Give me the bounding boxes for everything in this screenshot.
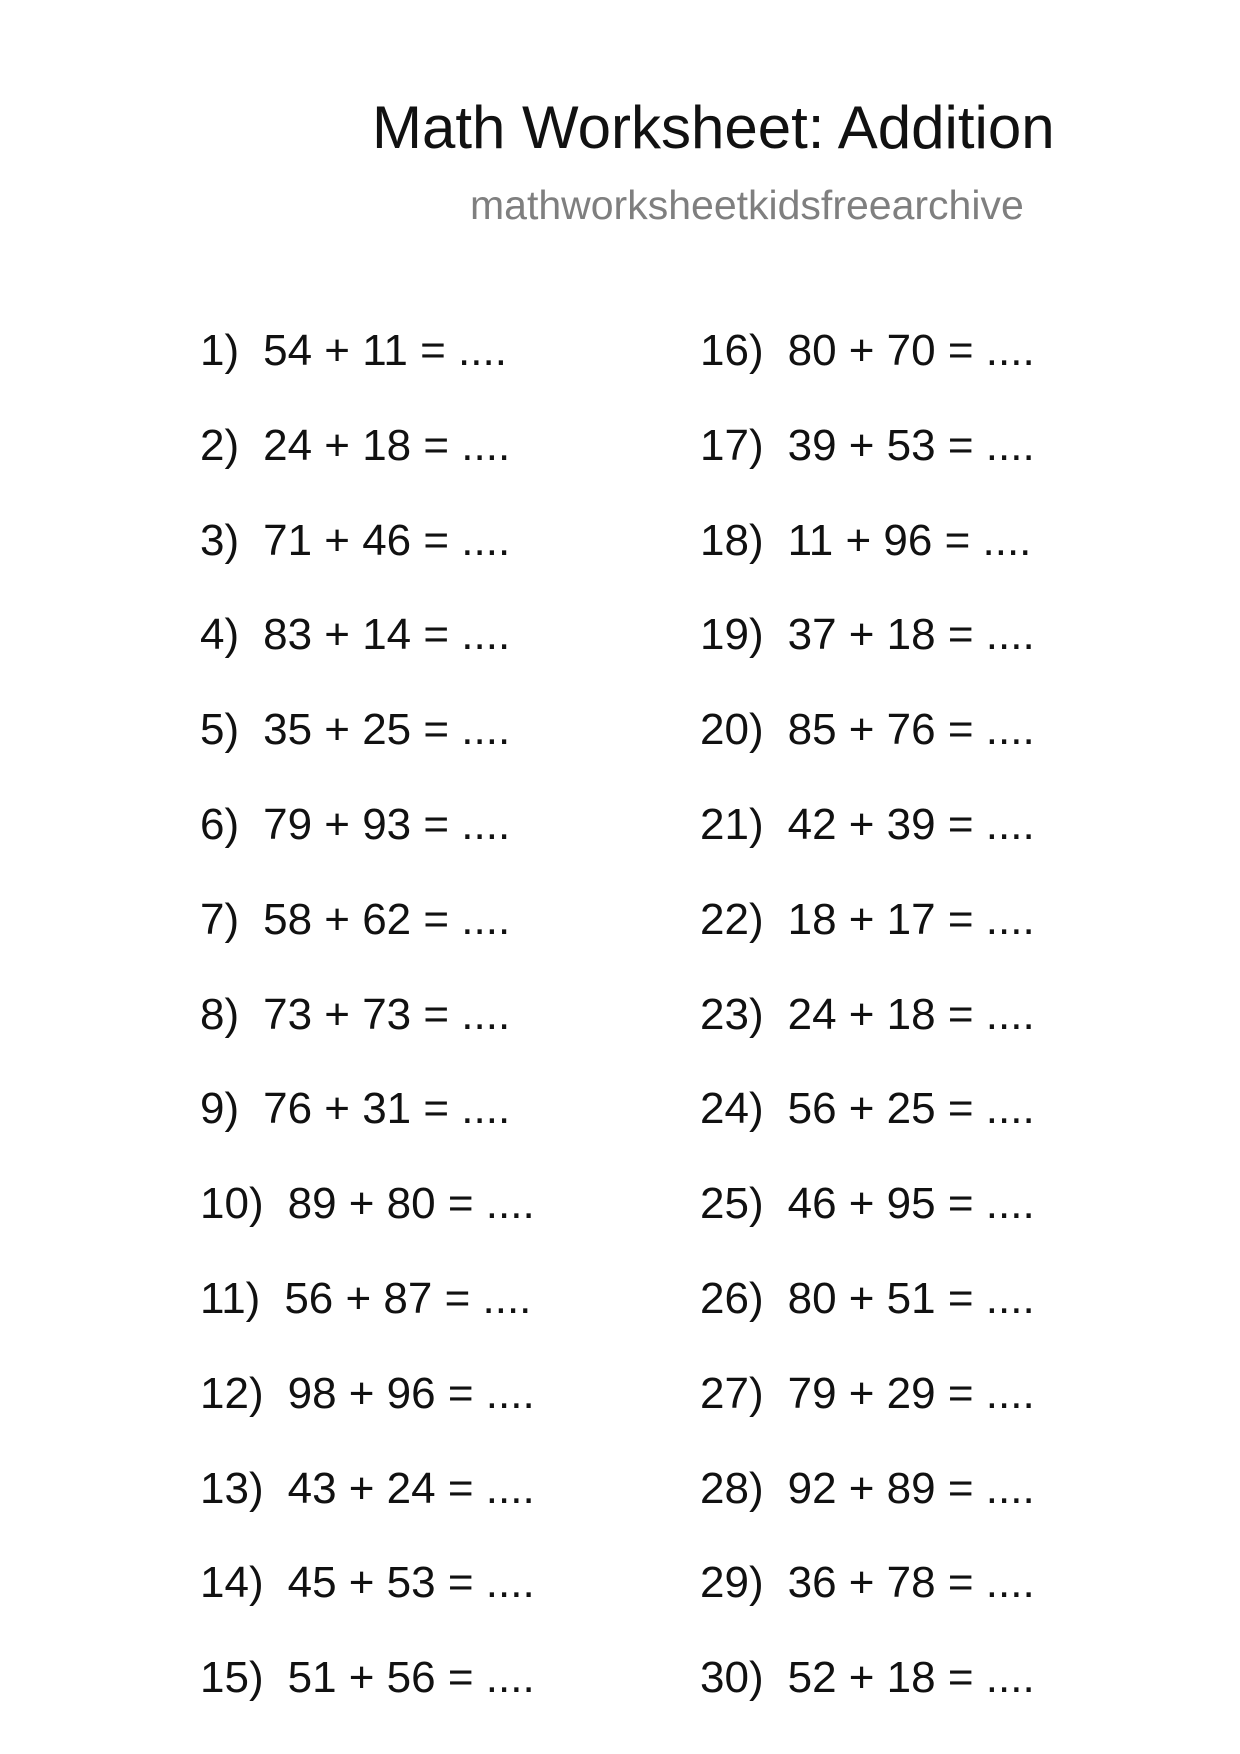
problem-number: 27) — [700, 1368, 764, 1418]
problem-item — [200, 1174, 535, 1234]
problem-number: 21) — [700, 800, 764, 849]
problem-number: 5) — [200, 705, 240, 755]
page-subtitle: mathworksheetkidsfreearchive — [470, 182, 1024, 228]
problem-item — [200, 890, 510, 950]
problem-expression: 89 + 80 = .... — [287, 1179, 535, 1229]
problem-item — [200, 1079, 510, 1139]
problem-number: 18) — [700, 515, 764, 565]
problem-expression: 56 + 25 = .... — [787, 1084, 1035, 1134]
problem-expression: 98 + 96 = .... — [287, 1368, 535, 1418]
problem-expression: 42 + 39 = .... — [787, 800, 1035, 849]
problem-number: 20) — [700, 705, 764, 755]
problem-item — [200, 605, 510, 665]
problem-expression: 80 + 51 = .... — [787, 1274, 1035, 1323]
problem-expression: 45 + 53 = .... — [287, 1558, 535, 1608]
problem-item — [700, 605, 1035, 665]
problem-expression: 58 + 62 = .... — [263, 894, 511, 944]
problem-expression: 92 + 89 = .... — [787, 1463, 1035, 1513]
problem-item — [700, 1174, 1035, 1234]
problem-number: 23) — [700, 989, 764, 1039]
problem-number: 13) — [200, 1463, 264, 1513]
problem-number: 26) — [700, 1274, 764, 1323]
problem-number: 1) — [200, 326, 240, 375]
problem-expression: 85 + 76 = .... — [787, 705, 1035, 755]
problem-expression: 51 + 56 = .... — [287, 1653, 535, 1703]
problem-item — [700, 1648, 1035, 1708]
problem-number: 9) — [200, 1084, 240, 1134]
problem-number: 30) — [700, 1653, 764, 1703]
problem-expression: 43 + 24 = .... — [287, 1463, 535, 1513]
problem-expression: 37 + 18 = .... — [787, 610, 1035, 660]
page-title: Math Worksheet: Addition — [372, 94, 1055, 161]
problem-item — [200, 1553, 535, 1613]
problem-number: 7) — [200, 894, 240, 944]
problem-number: 16) — [700, 326, 764, 375]
problem-item — [700, 1079, 1035, 1139]
problem-item — [200, 1459, 535, 1519]
problem-expression: 76 + 31 = .... — [263, 1084, 511, 1134]
problem-expression: 35 + 25 = .... — [263, 705, 511, 755]
problem-expression: 36 + 78 = .... — [787, 1558, 1035, 1608]
problem-number: 2) — [200, 420, 240, 470]
problem-number: 24) — [700, 1084, 764, 1134]
problem-expression: 79 + 29 = .... — [787, 1368, 1035, 1418]
problem-number: 28) — [700, 1463, 764, 1513]
problem-item — [700, 985, 1035, 1045]
problem-item — [700, 1459, 1035, 1519]
problem-item — [200, 795, 510, 855]
problem-expression: 52 + 18 = .... — [787, 1653, 1035, 1703]
problem-expression: 73 + 73 = .... — [263, 989, 511, 1039]
problem-number: 4) — [200, 610, 240, 660]
problem-item — [200, 1269, 531, 1329]
problem-item — [200, 511, 510, 571]
problem-expression: 39 + 53 = .... — [787, 420, 1035, 470]
problem-number: 11) — [200, 1274, 261, 1323]
problem-expression: 18 + 17 = .... — [787, 894, 1035, 944]
problem-number: 17) — [700, 420, 764, 470]
problem-item — [700, 416, 1035, 476]
problem-expression: 71 + 46 = .... — [263, 515, 511, 565]
problem-number: 6) — [200, 800, 240, 849]
problem-expression: 24 + 18 = .... — [263, 420, 511, 470]
problem-number: 14) — [200, 1558, 264, 1608]
problem-expression: 46 + 95 = .... — [787, 1179, 1035, 1229]
problem-number: 8) — [200, 989, 240, 1039]
problem-number: 25) — [700, 1179, 764, 1229]
problem-expression: 24 + 18 = .... — [787, 989, 1035, 1039]
problem-item — [200, 1364, 535, 1424]
problem-item — [700, 1269, 1035, 1329]
problem-item — [700, 795, 1035, 855]
problem-item — [200, 321, 507, 381]
problem-item — [700, 890, 1035, 950]
problem-expression: 83 + 14 = .... — [263, 610, 511, 660]
problem-item — [700, 321, 1035, 381]
problem-item — [200, 700, 510, 760]
problem-number: 3) — [200, 515, 240, 565]
problem-item — [200, 416, 510, 476]
problem-item — [700, 1553, 1035, 1613]
problem-item — [700, 511, 1031, 571]
problem-number: 15) — [200, 1653, 264, 1703]
problem-number: 22) — [700, 894, 764, 944]
problem-expression: 11 + 96 = .... — [787, 515, 1032, 565]
problem-item — [200, 985, 510, 1045]
problem-number: 10) — [200, 1179, 264, 1229]
problem-expression: 80 + 70 = .... — [787, 326, 1035, 375]
problem-number: 29) — [700, 1558, 764, 1608]
problem-item — [200, 1648, 535, 1708]
problem-item — [700, 700, 1035, 760]
problem-expression: 79 + 93 = .... — [263, 800, 511, 849]
problem-number: 12) — [200, 1368, 264, 1418]
problem-number: 19) — [700, 610, 764, 660]
problem-expression: 54 + 11 = .... — [263, 326, 507, 375]
problem-item — [700, 1364, 1035, 1424]
problem-expression: 56 + 87 = .... — [284, 1274, 532, 1323]
